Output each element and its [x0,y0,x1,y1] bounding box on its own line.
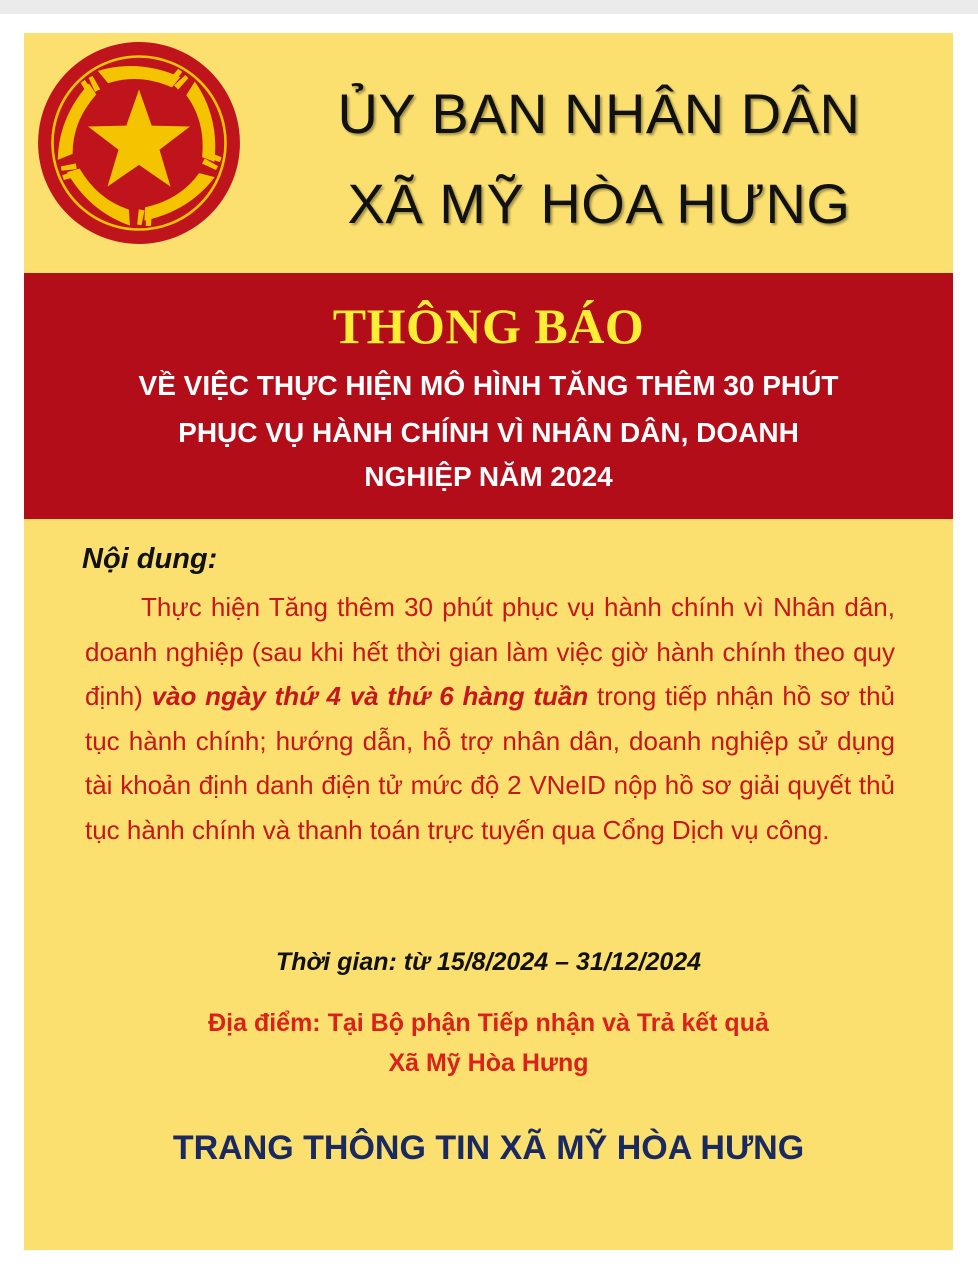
org-name-line1: ỦY BAN NHÂN DÂN [337,82,861,145]
org-name-line2: XÃ MỸ HÒA HƯNG [347,172,851,235]
location-line2: Xã Mỹ Hòa Hưng [388,1049,589,1077]
top-bar [0,0,978,14]
notice-banner [24,273,953,519]
notice-title: THÔNG BÁO [332,298,645,354]
notice-subtitle-line3: NGHIỆP NĂM 2024 [364,461,613,492]
footer-site-name: TRANG THÔNG TIN XÃ MỸ HÒA HƯNG [172,1129,805,1167]
content-heading: Nội dung: [82,543,218,575]
notice-subtitle-line2: PHỤC VỤ HÀNH CHÍNH VÌ NHÂN DÂN, DOANH [178,417,799,448]
content-emphasis: vào ngày thứ 4 và thứ 6 hàng tuần [151,681,589,711]
notice-subtitle-line1: VỀ VIỆC THỰC HIỆN MÔ HÌNH TĂNG THÊM 30 PHÚT [138,370,839,401]
content-paragraph [85,585,895,852]
content-text-part2: trong tiếp nhận hồ sơ thủ tục hành chính; hướng dẫn, hỗ trợ nhân dân, doanh nghiệp sử dụng tài khoản định danh điện tử mức độ 2 VNeID nộp hồ sơ giải quyết thủ tục hành chính và thanh toán trực tuyến qua Cổng Dịch vụ công. [85,681,895,845]
public-administration-emblem-icon [36,40,242,246]
content-text-part1: Thực hiện Tăng thêm 30 phút phục vụ hành chính vì Nhân dân, doanh nghiệp (sau khi hết thời gian làm việc giờ hành chính theo quy định) [85,592,895,711]
time-period: Thời gian: từ 15/8/2024 – 31/12/2024 [275,948,702,976]
location-line1: Địa điểm: Tại Bộ phận Tiếp nhận và Trả kết quả [208,1009,769,1037]
notice-poster [24,33,953,1250]
